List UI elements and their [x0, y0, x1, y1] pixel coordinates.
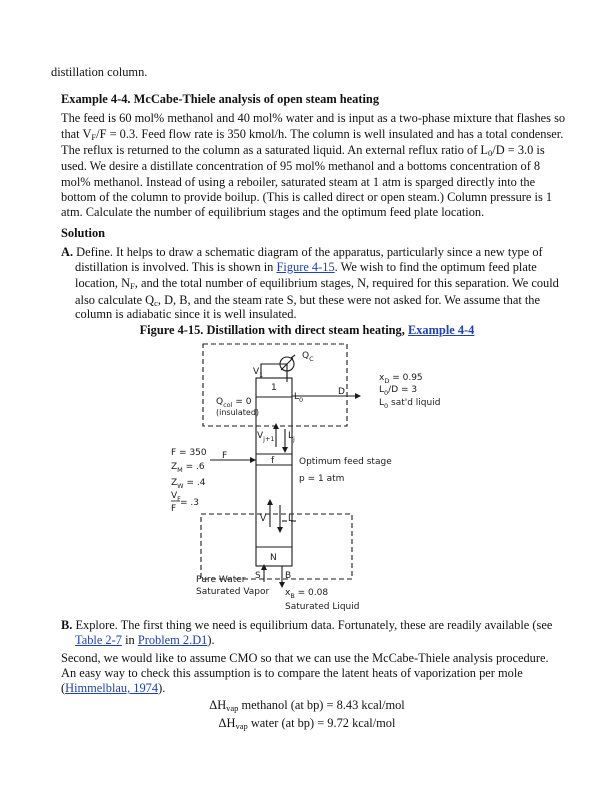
label-feed: F	[222, 451, 228, 461]
text-line: Table 2-7 in Problem 2.D1).	[75, 633, 215, 647]
text-line: The reflux is returned to the column as a saturated liquid. An external reflux ratio of $L_0/D = 3.0$ is	[61, 143, 545, 158]
text-line: atm. Calculate the number of equilibrium stages and the optimum feed plate location.	[61, 205, 485, 219]
text-line: An easy way to check this assumption is to compare the latent heats of vaporization per mole	[61, 666, 523, 680]
column-shell	[256, 378, 292, 566]
label-pressure: p = 1 atm	[299, 474, 345, 484]
label-l0: $L_0$	[294, 392, 304, 404]
label-steam: S	[255, 571, 261, 581]
label-insulated: (insulated)	[216, 408, 260, 417]
equation-methanol: $\Delta H_{vap}$ methanol (at bp) = 8.43 kcal/mol	[209, 698, 405, 713]
label-bottoms: B	[285, 571, 292, 581]
text-line: The feed is 60 mol% methanol and 40 mol% water and is input as a two-phase mixture that flashes so	[61, 111, 566, 125]
label-zm: $Z_M = .6$	[171, 462, 205, 474]
text-line: that $V_F/F = 0.3$. Feed flow rate is 350 kmol/h. The column is well insulated and has a total condenser.	[61, 127, 564, 142]
label-vf-val: = .3	[180, 498, 199, 508]
text-line: mol% methanol. Instead of using a reboiler, saturated steam at 1 atm is sparged directly into the	[61, 175, 536, 189]
label-d: D	[338, 387, 345, 397]
text-line: distillation is involved. This is shown in Figure 4-15. We wish to find the optimum feed plate	[75, 260, 537, 274]
text-line: A. Define. It helps to draw a schematic diagram of the apparatus, particularly since a new type of	[61, 245, 543, 259]
label-optimum-feed: Optimum feed stage	[299, 457, 392, 467]
label-saturated-vapor: Saturated Vapor	[196, 587, 270, 597]
arrow-head	[355, 393, 361, 399]
label-v1: $V_1$	[253, 367, 264, 379]
label-xb: $x_B = 0.08$	[285, 588, 329, 600]
problem-link[interactable]: Problem 2.D1	[137, 633, 208, 647]
stage-1: 1	[271, 383, 277, 393]
text-line: Second, we would like to assume CMO so that we can use the McCabe-Thiele analysis procedure.	[61, 651, 549, 665]
table-link[interactable]: Table 2-7	[75, 633, 122, 647]
text-line: used. We desire a distillate concentration of 95 mol% methanol and a bottoms concentration of 8	[61, 159, 541, 173]
label-reflux-ratio: $L_0/D = 3$	[379, 385, 418, 397]
label-saturated-reflux: $L_0$ sat'd liquid	[379, 398, 441, 410]
label-vf-num: $V_F$	[171, 491, 181, 503]
text-line: location, $N_F$, and the total number of equilibrium stages, N, required for this separation. We could	[75, 276, 559, 291]
label-lbar: L	[288, 514, 294, 524]
label-lj: $L_j$	[288, 431, 295, 443]
text-line: also calculate $Q_c$, D, B, and the steam rate S, but these were not asked for. We assume that the	[75, 293, 540, 308]
arrow-head	[282, 447, 288, 453]
distillation-diagram	[150, 337, 470, 615]
overhead-vapor-line	[261, 364, 287, 378]
label-zw: $Z_W = .4$	[171, 478, 206, 490]
figure-caption: Figure 4-15. Distillation with direct steam heating, Example 4-4	[139, 323, 475, 337]
label-qcol: $Q_{col} = 0$	[216, 397, 252, 409]
label-vbar: V	[260, 514, 267, 524]
text-line: bottom of the column to provide boilup. (This is called direct or open steam.) Column pressure is 1	[61, 190, 553, 204]
label-qc: $Q_C$	[302, 351, 314, 363]
arrow-head	[261, 564, 267, 570]
equation-water: $\Delta H_{vap}$ water (at bp) = 9.72 kcal/mol	[218, 716, 396, 731]
label-vf-den: F	[171, 504, 177, 514]
label-pure-water: Pure Water	[196, 575, 246, 585]
arrow-head	[267, 499, 273, 505]
solution-heading: Solution	[61, 226, 106, 240]
reference-link[interactable]: Himmelblau, 1974	[65, 681, 159, 695]
text-line: B. Explore. The first thing we need is equilibrium data. Fortunately, these are readily available (see	[61, 618, 553, 632]
text-line: (Himmelblau, 1974).	[61, 681, 166, 695]
figure-link[interactable]: Figure 4-15	[276, 260, 335, 274]
text-line: column is adiabatic since it is well insulated.	[75, 307, 297, 321]
text-line: distillation column.	[51, 65, 148, 79]
arrow-head	[277, 527, 283, 533]
stage-n: N	[270, 553, 277, 563]
example-title: Example 4-4. McCabe-Thiele analysis of open steam heating	[61, 92, 380, 106]
label-feed-stage: f	[271, 456, 275, 466]
label-feed-rate: F = 350	[171, 448, 207, 458]
example-link[interactable]: Example 4-4	[407, 323, 475, 337]
label-vj: $V_{j+1}$	[257, 431, 275, 443]
label-xd: $x_D = 0.95$	[379, 373, 423, 385]
arrow-head	[250, 457, 256, 463]
label-saturated-liquid: Saturated Liquid	[285, 602, 360, 612]
